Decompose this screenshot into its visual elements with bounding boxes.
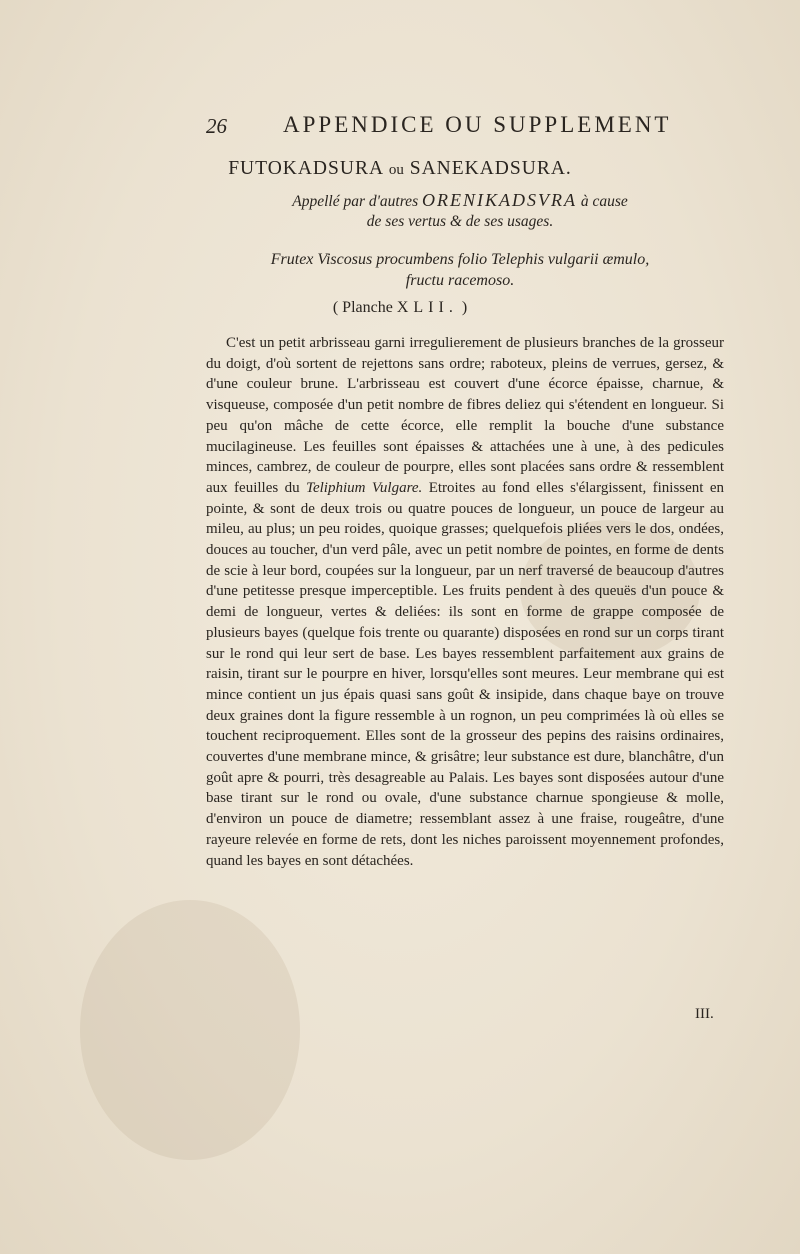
title-name-1: FUTOKADSURA	[228, 158, 383, 179]
running-head: APPENDICE OU SUPPLEMENT	[283, 112, 672, 137]
body-text-part: C'est un petit arbrisseau garni irregulierement de plusieurs branches de la grosseur du doigt, d'où sortent de rejettons sans ordre; raboteux, pleins de verrues, gersez, & d'une couleur brune. L'arbrisseau est couvert d'une écorce épaisse, charnue, & visqueuse, composée d'un petit nombre de fibres deliez qui s'étendent en longueur. Si peu qu'on mâche de cette écorce, elle remplit la bouche d'une substance mucilagineuse. Les feuilles sont épaisses & attachées une à une, à des pedicules minces, cambrez, de couleur de pourpre, elles sont placées sans ordre & ressemblent aux feuilles du	[206, 335, 724, 496]
subtitle-text: de ses vertus & de ses usages.	[366, 213, 554, 230]
latin-line: fructu racemoso.	[405, 272, 515, 289]
plate-reference	[0, 299, 800, 317]
subtitle-text: à cause	[580, 193, 628, 210]
latin-line: Frutex Viscosus procumbens folio Telephis vulgarii æmulo,	[270, 251, 650, 268]
plate-close: )	[461, 299, 468, 316]
subtitle	[200, 190, 720, 232]
plate-number: XLII.	[396, 299, 458, 316]
plate-label: ( Planche	[332, 299, 393, 316]
alternate-name: ORENIKADSVRA	[421, 190, 577, 210]
body-paragraph	[206, 333, 724, 871]
paper-stain	[80, 900, 300, 1160]
title-name-2: SANEKADSURA.	[409, 158, 572, 179]
section-title	[0, 158, 800, 180]
page-number: 26	[206, 114, 227, 138]
species-name: Teliphium Vulgare.	[306, 479, 423, 496]
body-text-part: Etroites au fond elles s'élargissent, finissent en pointe, & sont de deux trois ou quatre pouces de longueur, un pouce de largeur au mileu, au plus; un peu roides, quoique grasses; quelquefois pliées vers le dos, ondées, douces au toucher, d'un verd pâle, avec un petit nombre de pointes, en forme de dents de scie à leur bord, coupées sur la longueur, par un nerf traversé de beaucoup d'autres d'une petitesse presque imperceptible. Les fruits pendent à des queuës d'un pouce & demi de longueur, vertes & deliées: ils sont en forme de grappe composée de plusieurs bayes (quelque fois trente ou quarante) disposées en rond sur un corps tirant sur le rond qui leur sert de base. Les bayes ressemblent parfaitement aux grains de raisin, tirant sur le pourpre en hiver, lorsqu'elles sont meures. Leur membrane qui est mince contient un jus épais quasi sans goût & insipide, dans chaque baye on trouve deux graines dont la figure ressemble à un rognon, un peu comprimées là où elles se touchent reciproquement. Elles sont de la grosseur des pepins des raisins ordinaires, couvertes d'une membrane mince, & grisâtre; leur substance est dure, blanchâtre, d'un goût apre & pourri, très desagreable au Palais. Les bayes sont disposées autour d'une base tirant sur le rond ou ovale, d'une substance charnue spongieuse & molle, d'environ un pouce de diametre; ressemblant assez à une fraise, rougeâtre, d'une rayeure relevée en forme de rets, dont les niches paroissent moyennement profondes, quand les bayes en sont détachées.	[206, 479, 725, 869]
catchword: III.	[695, 1006, 714, 1022]
subtitle-text: Appellé par d'autres	[292, 193, 419, 210]
title-connector: ou	[388, 162, 404, 178]
latin-description	[190, 249, 730, 291]
